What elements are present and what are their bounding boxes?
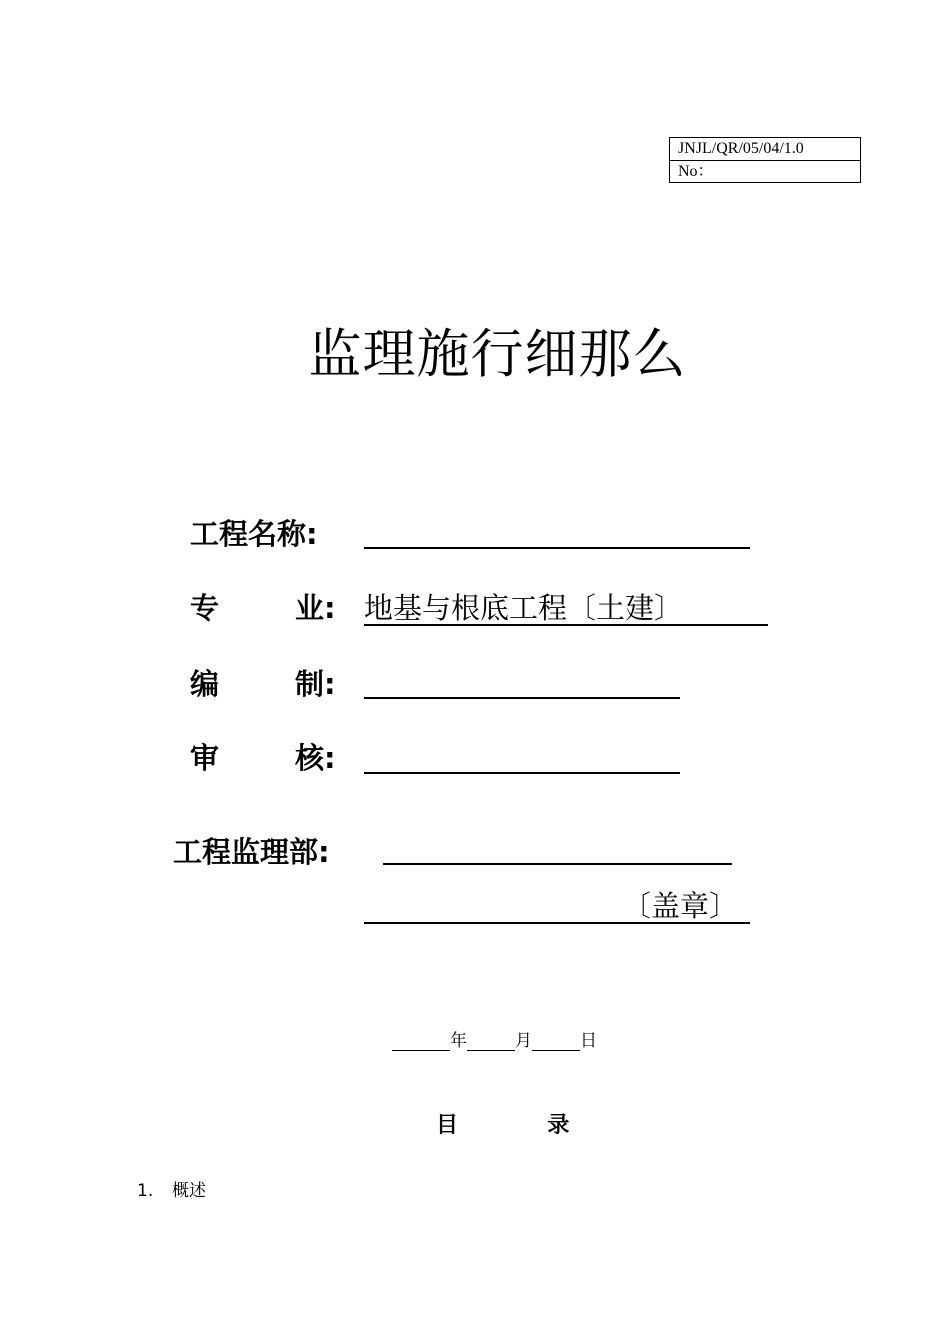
compile-label-second: 制:	[295, 667, 336, 701]
toc-title	[436, 1108, 569, 1139]
day-blank	[532, 1032, 580, 1051]
document-code: JNJL/QR/05/04/1.0	[678, 140, 804, 157]
supervision-dept-label: 工程监理部:	[173, 835, 330, 869]
month-label: 月	[515, 1031, 532, 1051]
document-code-box	[669, 137, 861, 183]
toc-item[interactable]	[137, 1176, 206, 1201]
review-line	[364, 772, 680, 774]
project-name-label: 工程名称:	[190, 517, 318, 551]
specialty-line	[364, 624, 768, 626]
specialty-label-second: 业:	[295, 591, 336, 625]
compile-line	[364, 697, 680, 699]
page-title: 监理施行细那么	[308, 324, 687, 385]
specialty-label-first: 专	[190, 591, 220, 625]
month-blank	[467, 1032, 515, 1051]
day-label: 日	[580, 1031, 597, 1051]
seal-line	[364, 922, 750, 924]
year-blank	[392, 1032, 450, 1051]
toc-title-first: 目	[436, 1113, 459, 1138]
date-line	[392, 1026, 597, 1051]
toc-item-label: 概述	[172, 1181, 207, 1201]
review-label-second: 核:	[295, 741, 336, 775]
document-number-label: No：	[670, 160, 860, 182]
project-name-line	[364, 547, 750, 549]
specialty-value: 地基与根底工程〔土建〕	[364, 591, 684, 625]
supervision-dept-line	[383, 863, 732, 865]
compile-label-first: 编	[190, 667, 220, 701]
year-label: 年	[450, 1031, 467, 1051]
review-label-first: 审	[190, 741, 220, 775]
toc-title-second: 录	[547, 1113, 570, 1138]
seal-label: 〔盖章〕	[622, 889, 739, 923]
toc-item-number: 1.	[137, 1181, 154, 1201]
